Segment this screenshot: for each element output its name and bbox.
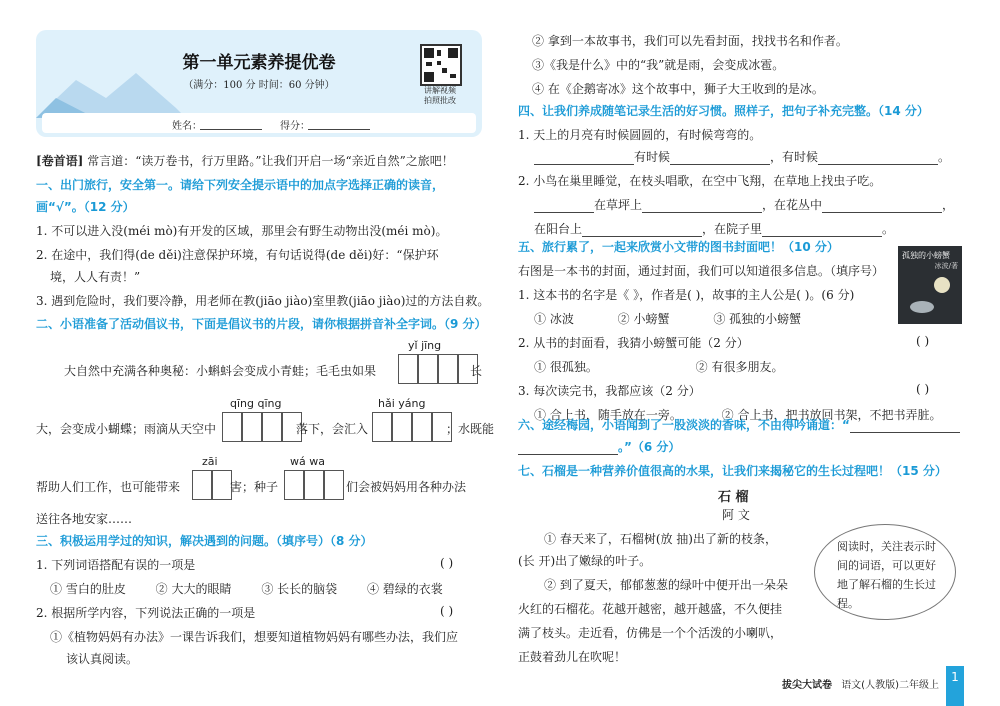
book-cover-title: 孤独的小螃蟹 [902, 251, 950, 260]
s4-q2-blank5[interactable] [762, 222, 882, 237]
answer-boxes-qingqing[interactable] [222, 412, 302, 442]
section1-heading-line1: 一、出门旅行，安全第一。请给下列安全提示语中的加点字选择正确的读音， [36, 178, 445, 192]
pinyin-haiyang: hǎi yáng [378, 397, 426, 410]
qr-code-icon[interactable] [420, 44, 462, 86]
section6-line2 [518, 438, 680, 455]
s3-q2-answer[interactable]: ( ) [440, 604, 454, 618]
passage-title: 石 榴 [718, 490, 749, 505]
s4-q2-a: 在草坪上 [594, 198, 643, 212]
answer-boxes-wawa[interactable] [284, 470, 344, 500]
s5-q3-opt2: ② 合上书，把书放回书架，不把书弄脏。 [721, 408, 942, 422]
s5-q2-opt2: ② 有很多朋友。 [695, 360, 784, 374]
qr-caption-line1: 讲解视频 [424, 86, 456, 95]
s2-line2b: 落下，会汇入 [296, 422, 369, 436]
s4-q2-blank4[interactable] [582, 222, 702, 237]
s4-q2: 2. 小鸟在巢里睡觉，在枝头唱歌，在空中飞翔，在草地上找虫子吃。 [518, 174, 882, 188]
s4-q1-blank2[interactable] [670, 150, 770, 165]
name-label: 姓名： [172, 121, 202, 132]
s4-q1-b: ，有时候 [770, 150, 819, 164]
s3-q2-opt1a: ①《植物妈妈有办法》一课告诉我们，想要知道植物妈妈有哪些办法，我们应 [50, 630, 459, 644]
s2-line2a: 大，会变成小蝴蝶；雨滴从天空中 [36, 422, 217, 436]
answer-boxes-yijing[interactable] [398, 354, 478, 384]
s4-q2-d: ，在院子里 [702, 222, 763, 236]
s4-q2-blank1[interactable] [534, 198, 594, 213]
s1-q1: 1. 不可以进入没(méi mò)有开发的区域，那里会有野生动物出没(méi mò)。 [36, 224, 448, 238]
section1-heading-line2: 画“√”。（12 分） [36, 200, 135, 214]
s5-q3: 3. 每次读完书，我都应该（2 分） [518, 384, 701, 398]
name-score-bar [42, 113, 476, 133]
s4-q2-b: ，在花丛中 [762, 198, 823, 212]
s4-q1: 1. 天上的月亮有时候圆圆的，有时候弯弯的。 [518, 128, 762, 142]
pinyin-zai: zāi [202, 455, 218, 468]
book-cover-image [898, 246, 962, 324]
intro [36, 152, 454, 169]
intro-text: 常言道：“读万卷书，行万里路。”让我们开启一场“亲近自然”之旅吧！ [87, 154, 454, 168]
s5-q3-answer[interactable]: ( ) [916, 382, 930, 396]
s4-q2-answer-line1: 在草坪上 ，在花丛中 ， [534, 196, 954, 213]
s3-q1-options [50, 580, 443, 597]
passage-author: 阿 文 [722, 508, 750, 522]
s5-q2-options [534, 358, 783, 375]
s2-line3c: 们会被妈妈用各种办法 [346, 480, 467, 494]
s5-intro: 右图是一本书的封面，通过封面，我们可以知道很多信息。（填序号） [518, 264, 885, 278]
s1-q3: 3. 遇到危险时，我们要冷静，用老师在教(jiāo jiào)室里教(jiāo jiào)过的方法自救。 [36, 294, 490, 308]
section4-heading: 四、让我们养成随笔记录生活的好习惯。照样子，把句子补充完整。（14 分） [518, 104, 929, 118]
s5-q2: 2. 从书的封面看，我猜小螃蟹可能（2 分） [518, 336, 749, 350]
s3-q2: 2. 根据所学内容，下列说法正确的一项是 [36, 606, 256, 620]
s5-q1-opt3: ③ 孤独的小螃蟹 [713, 312, 802, 326]
page-number: 1 [946, 666, 964, 706]
s5-q3-opt1: ① 合上书，随手放在一旁。 [534, 408, 682, 422]
s5-q2-opt1: ① 很孤独。 [534, 360, 598, 374]
s2-line4: 送往各地安家…… [36, 512, 133, 526]
section5-heading: 五、旅行累了，一起来欣赏小文带的图书封面吧！（10 分） [518, 240, 839, 254]
answer-boxes-haiyang[interactable] [372, 412, 452, 442]
s3-q2-opt3: ③《我是什么》中的“我”就是雨，会变成冰雹。 [532, 58, 785, 72]
s3-q2-opt1b: 该认真阅读。 [66, 652, 139, 666]
s2-line1: 大自然中充满各种奥秘：小蝌蚪会变成小青蛙；毛毛虫如果 [64, 364, 377, 378]
qr-caption [414, 86, 466, 106]
s3-q1: 1. 下列词语搭配有误的一项是 [36, 558, 196, 572]
crab-moon-illustration [898, 271, 962, 321]
qr-caption-line2: 拍照批改 [424, 96, 456, 105]
s1-q2b: 境，人人有责！” [50, 270, 141, 284]
pinyin-qingqing: qīng qīng [230, 397, 282, 410]
s5-q1: 1. 这本书的名字是《 》，作者是( )，故事的主人公是( )。(6 分) [518, 288, 855, 302]
s4-q1-blank1[interactable] [534, 150, 634, 165]
score-field[interactable] [308, 117, 370, 130]
s1-q2a: 2. 在途中，我们得(de děi)注意保护环境，有句话说得(de děi)好：“保护环 [36, 248, 439, 262]
s6-blank2[interactable] [518, 440, 618, 455]
s6-text2: 。”（6 分） [618, 440, 681, 454]
s4-q2-answer-line2: 在阳台上 ，在院子里 。 [534, 222, 895, 236]
s4-q1-a: 有时候 [634, 150, 671, 164]
s2-line3b: 害；种子 [230, 480, 279, 494]
s2-line3a: 帮助人们工作，也可能带来 [36, 480, 181, 494]
pinyin-yijing: yǐ jīng [408, 339, 442, 352]
s3-q1-opt1: ① 雪白的肚皮 [50, 582, 126, 596]
passage-p2c: 满了枝头。走近看，仿佛是一个个活泼的小喇叭， [518, 626, 783, 640]
s4-q2-blank3[interactable] [822, 198, 942, 213]
section6-line1 [518, 416, 960, 433]
passage-p2d: 正鼓着劲儿在吹呢！ [518, 650, 627, 664]
s6-blank1[interactable] [850, 418, 960, 433]
passage-p2b: 火红的石榴花。花越开越密，越开越盛，不久便挂 [518, 602, 783, 616]
s5-q1-opt1: ① 冰波 [534, 312, 574, 326]
exam-title: 第一单元素养提优卷 [182, 53, 336, 73]
footer [782, 676, 939, 691]
s4-q2-c: 在阳台上 [534, 222, 583, 236]
s3-q1-opt3: ③ 长长的脑袋 [261, 582, 338, 596]
section2-heading: 二、小语准备了活动倡议书，下面是倡议书的片段，请你根据拼音补全字词。（9 分） [36, 317, 487, 331]
s5-q1-opt2: ② 小螃蟹 [617, 312, 670, 326]
answer-box-zai[interactable] [192, 470, 232, 500]
section3-heading: 三、积极运用学过的知识，解决遇到的问题。（填序号）（8 分） [36, 534, 373, 548]
exam-subtitle: （满分：100 分 时间：60 分钟） [183, 80, 335, 91]
passage-p1a: ① 春天来了，石榴树(放 抽)出了新的枝条， [544, 532, 777, 546]
s3-q2-opt2: ② 拿到一本故事书，我们可以先看封面，找找书名和作者。 [532, 34, 848, 48]
section7-heading: 七、石榴是一种营养价值很高的水果，让我们来揭秘它的生长过程吧！（15 分） [518, 464, 947, 478]
s4-q2-blank2[interactable] [642, 198, 762, 213]
book-cover-author: 冰波/著 [934, 262, 958, 270]
s2-line2c: ；水既能 [446, 422, 495, 436]
s4-q1-answer: 有时候 ，有时候 。 [534, 148, 950, 165]
s2-line1-end: 长 [470, 364, 483, 378]
reading-tip-bubble: 阅读时，关注表示时间的词语，可以更好地了解石榴的生长过程。 [814, 524, 956, 620]
pinyin-wawa: wá wa [290, 455, 325, 468]
s3-q1-answer[interactable]: ( ) [440, 556, 454, 570]
s6-text1: 六、途经梅园，小语闻到了一股淡淡的香味，不由得吟诵道：“ [518, 418, 850, 432]
s5-q2-answer[interactable]: ( ) [916, 334, 930, 348]
footer-subject: 语文(人教版)二年级上 [841, 680, 939, 691]
s3-q1-opt2: ② 大大的眼睛 [155, 582, 232, 596]
footer-brand: 拔尖大试卷 [782, 680, 832, 691]
name-field[interactable] [200, 117, 262, 130]
passage-p2a: ② 到了夏天，郁郁葱葱的绿叶中便开出一朵朵 [544, 578, 788, 592]
s3-q1-opt4: ④ 碧绿的衣裳 [366, 582, 443, 596]
s5-q1-options [534, 310, 801, 327]
exam-header [36, 30, 482, 137]
s3-q2-opt4: ④ 在《企鹅寄冰》这个故事中，狮子大王收到的是冰。 [532, 82, 824, 96]
s4-q1-blank3[interactable] [818, 150, 938, 165]
score-label: 得分： [280, 121, 310, 132]
intro-tag: [卷首语] [36, 154, 84, 168]
passage-p1b: (长 开)出了嫩绿的叶子。 [518, 554, 652, 568]
